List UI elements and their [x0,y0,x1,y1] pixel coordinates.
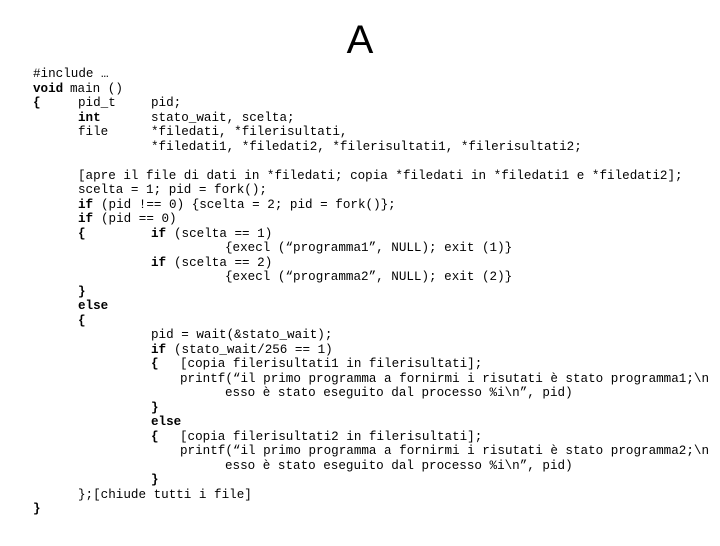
code-line [33,371,710,387]
code-text: (pid !== 0) {scelta = 2; pid = fork()}; [101,197,396,212]
code-keyword: } [78,284,86,299]
code-text: #include … [33,67,109,81]
code-text: {execl (“programma2”, NULL); exit (2)} [225,270,513,284]
code-text: (scelta == 2) [174,255,273,270]
code-keyword: } [151,400,159,415]
code-line [33,429,483,445]
code-line [33,400,159,416]
code-text: printf(“il primo programma a fornirmi i risutati è stato programma2;\n [180,444,710,458]
code-line [33,197,396,213]
code-text: [copia filerisultati1 in filerisultati]; [180,357,483,371]
code-text: scelta = 1; pid = fork(); [78,183,267,197]
code-keyword: if [78,197,94,212]
code-keyword: int [78,110,101,125]
code-listing [33,67,710,517]
code-line [33,502,63,517]
code-text: (scelta == 1) [174,226,273,241]
code-keyword: { [151,357,159,371]
code-line [33,444,710,459]
code-text: {execl (“programma1”, NULL); exit (1)} [225,241,513,255]
code-keyword: else [151,415,182,429]
code-keyword: if [78,212,94,226]
slide-title: A [346,18,374,62]
code-text: esso è stato eseguito dal processo %i\n”, pid) [225,458,573,473]
code-text: pid = wait(&stato_wait); [151,328,333,342]
code-line [33,270,513,285]
code-text: *filedati1, *filedati2, *filerisultati1, *filerisultati2; [151,139,582,154]
code-keyword: void [33,81,64,96]
code-keyword: if [151,226,167,241]
code-keyword: { [78,226,86,241]
code-line [33,81,123,97]
code-line [33,313,86,329]
code-text: main () [70,81,123,96]
code-text: file [78,125,109,139]
code-line [33,284,86,300]
code-line [33,139,582,155]
code-keyword: { [33,96,41,110]
code-line [33,328,333,343]
code-keyword: else [78,299,109,313]
code-line [33,357,483,372]
code-line [33,299,109,314]
code-line [33,168,683,184]
code-text: printf(“il primo programma a fornirmi i risutati è stato programma1;\n [180,371,710,386]
code-line [33,96,182,111]
code-line [33,183,267,198]
code-keyword: } [33,502,41,516]
code-text: pid_t [78,96,116,110]
code-text: *filedati, *filerisultati, [151,125,348,139]
code-line [33,386,573,401]
code-line [33,255,273,271]
code-text: [copia filerisultati2 in filerisultati]; [180,429,483,444]
code-line [33,241,513,256]
code-keyword: if [151,342,167,357]
code-keyword: { [78,313,86,328]
code-text: (pid == 0) [101,212,177,226]
code-line [33,415,182,430]
code-text: stato_wait, scelta; [151,110,295,125]
code-text: (stato_wait/256 == 1) [174,342,333,357]
code-line [33,487,252,503]
code-text: };[chiude tutti i file] [78,487,252,502]
code-keyword: if [151,255,167,270]
code-line [33,473,159,488]
code-keyword: { [151,429,159,444]
code-keyword: } [151,473,159,487]
code-text: esso è stato eseguito dal processo %i\n”, pid) [225,386,573,400]
code-text: pid; [151,96,182,110]
code-line [33,110,295,126]
code-line [33,226,273,242]
code-text: [apre il file di dati in *filedati; copia *filedati in *filedati1 e *filedati2]; [78,168,683,183]
code-line [33,67,109,82]
code-line [33,212,177,227]
code-line [33,342,333,358]
code-line [33,125,348,140]
code-line [33,458,573,474]
